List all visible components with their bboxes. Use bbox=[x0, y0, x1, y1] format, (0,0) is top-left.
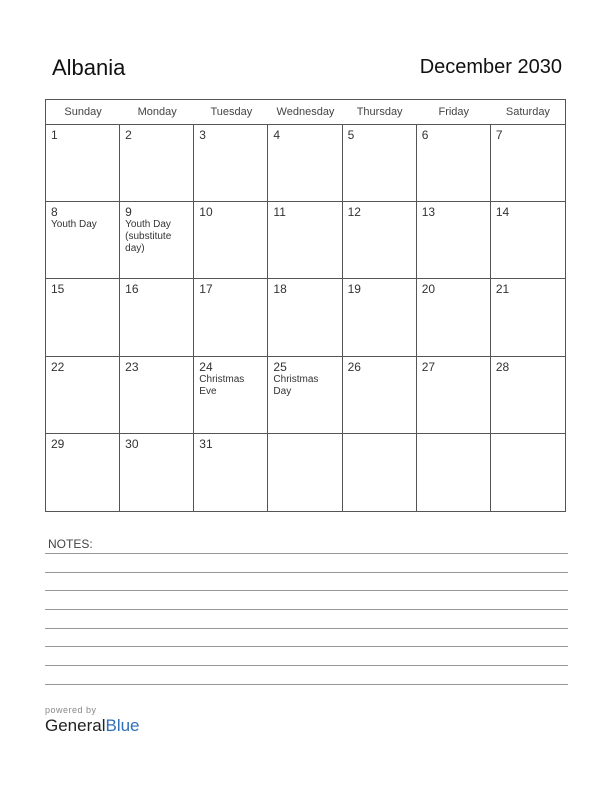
day-cell bbox=[268, 279, 342, 356]
day-number: 14 bbox=[495, 205, 510, 220]
day-cell bbox=[417, 434, 491, 511]
day-number: 7 bbox=[495, 128, 503, 142]
day-number: 26 bbox=[347, 359, 361, 374]
weekday-header bbox=[46, 100, 565, 125]
holiday-label: Youth Day (substitute day) bbox=[125, 219, 172, 255]
day-cell bbox=[46, 357, 120, 434]
day-number: 29 bbox=[51, 436, 65, 451]
day-cell bbox=[491, 279, 565, 356]
day-cell bbox=[120, 434, 194, 511]
day-cell bbox=[120, 357, 194, 434]
day-number: 25 bbox=[273, 359, 287, 374]
day-cell bbox=[491, 202, 565, 279]
day-number: 21 bbox=[495, 282, 510, 297]
day-number: 19 bbox=[347, 282, 361, 297]
day-number: 18 bbox=[273, 282, 287, 297]
day-cell bbox=[417, 125, 491, 202]
day-cell bbox=[194, 202, 268, 279]
note-line bbox=[45, 628, 568, 629]
day-cell bbox=[268, 357, 342, 434]
day-cell bbox=[343, 434, 417, 511]
day-number: 24 bbox=[199, 359, 213, 374]
day-cell bbox=[491, 434, 565, 511]
day-number: 13 bbox=[421, 205, 436, 220]
weekday-saturday: Saturday bbox=[505, 106, 550, 118]
day-cell bbox=[343, 279, 417, 356]
day-number: 17 bbox=[199, 282, 213, 297]
day-number: 3 bbox=[199, 128, 206, 142]
day-number: 8 bbox=[51, 205, 58, 220]
day-number: 15 bbox=[51, 282, 65, 297]
day-cell bbox=[343, 125, 417, 202]
day-number: 28 bbox=[495, 359, 510, 374]
notes-label: NOTES: bbox=[48, 537, 93, 551]
day-number: 30 bbox=[125, 436, 139, 451]
day-number: 31 bbox=[199, 436, 213, 451]
note-line bbox=[45, 572, 568, 573]
note-line bbox=[45, 646, 568, 647]
day-cell bbox=[46, 279, 120, 356]
day-cell bbox=[194, 434, 268, 511]
brand-logo bbox=[45, 705, 140, 736]
brand-general: General bbox=[45, 716, 106, 735]
day-cell bbox=[491, 357, 565, 434]
calendar-grid bbox=[45, 99, 566, 512]
month-title: December 2030 bbox=[419, 56, 562, 78]
day-cell bbox=[46, 125, 120, 202]
day-cell bbox=[120, 279, 194, 356]
day-number: 27 bbox=[421, 359, 436, 374]
day-cell bbox=[120, 125, 194, 202]
calendar-days bbox=[46, 125, 565, 511]
day-cell bbox=[268, 434, 342, 511]
day-number: 5 bbox=[347, 128, 355, 142]
weekday-friday: Friday bbox=[438, 106, 470, 118]
day-number: 22 bbox=[51, 359, 65, 374]
note-line bbox=[45, 590, 568, 591]
day-number: 6 bbox=[421, 128, 429, 142]
day-cell bbox=[268, 202, 342, 279]
day-cell bbox=[417, 357, 491, 434]
note-line bbox=[45, 609, 568, 610]
day-cell bbox=[46, 434, 120, 511]
day-cell bbox=[417, 279, 491, 356]
weekday-thursday: Thursday bbox=[356, 106, 403, 118]
day-cell bbox=[194, 357, 268, 434]
day-cell bbox=[343, 202, 417, 279]
day-cell bbox=[120, 202, 194, 279]
day-cell bbox=[268, 125, 342, 202]
day-cell bbox=[194, 125, 268, 202]
day-number: 12 bbox=[347, 205, 361, 220]
day-number: 4 bbox=[273, 128, 281, 142]
day-cell bbox=[343, 357, 417, 434]
day-number: 20 bbox=[421, 282, 436, 297]
day-cell bbox=[46, 202, 120, 279]
day-number: 23 bbox=[125, 359, 139, 374]
day-cell bbox=[417, 202, 491, 279]
weekday-monday: Monday bbox=[137, 106, 177, 118]
holiday-label: Youth Day bbox=[51, 219, 97, 231]
holiday-label: Christmas Day bbox=[273, 373, 319, 397]
day-number: 1 bbox=[51, 128, 58, 142]
weekday-wednesday: Wednesday bbox=[276, 106, 335, 118]
day-number: 16 bbox=[125, 282, 139, 297]
day-number: 11 bbox=[273, 205, 286, 220]
brand-name bbox=[45, 716, 140, 736]
powered-by-text: powered by bbox=[45, 705, 97, 715]
day-cell bbox=[491, 125, 565, 202]
day-number: 9 bbox=[125, 205, 132, 220]
country-title: Albania bbox=[52, 55, 126, 80]
weekday-sunday: Sunday bbox=[64, 106, 102, 118]
day-number: 2 bbox=[125, 128, 132, 142]
note-line bbox=[45, 553, 568, 554]
note-line bbox=[45, 665, 568, 666]
note-line bbox=[45, 684, 568, 685]
weekday-tuesday: Tuesday bbox=[210, 106, 253, 118]
day-number: 10 bbox=[199, 205, 213, 220]
brand-blue: Blue bbox=[105, 716, 140, 735]
holiday-label: Christmas Eve bbox=[199, 373, 245, 397]
day-cell bbox=[194, 279, 268, 356]
